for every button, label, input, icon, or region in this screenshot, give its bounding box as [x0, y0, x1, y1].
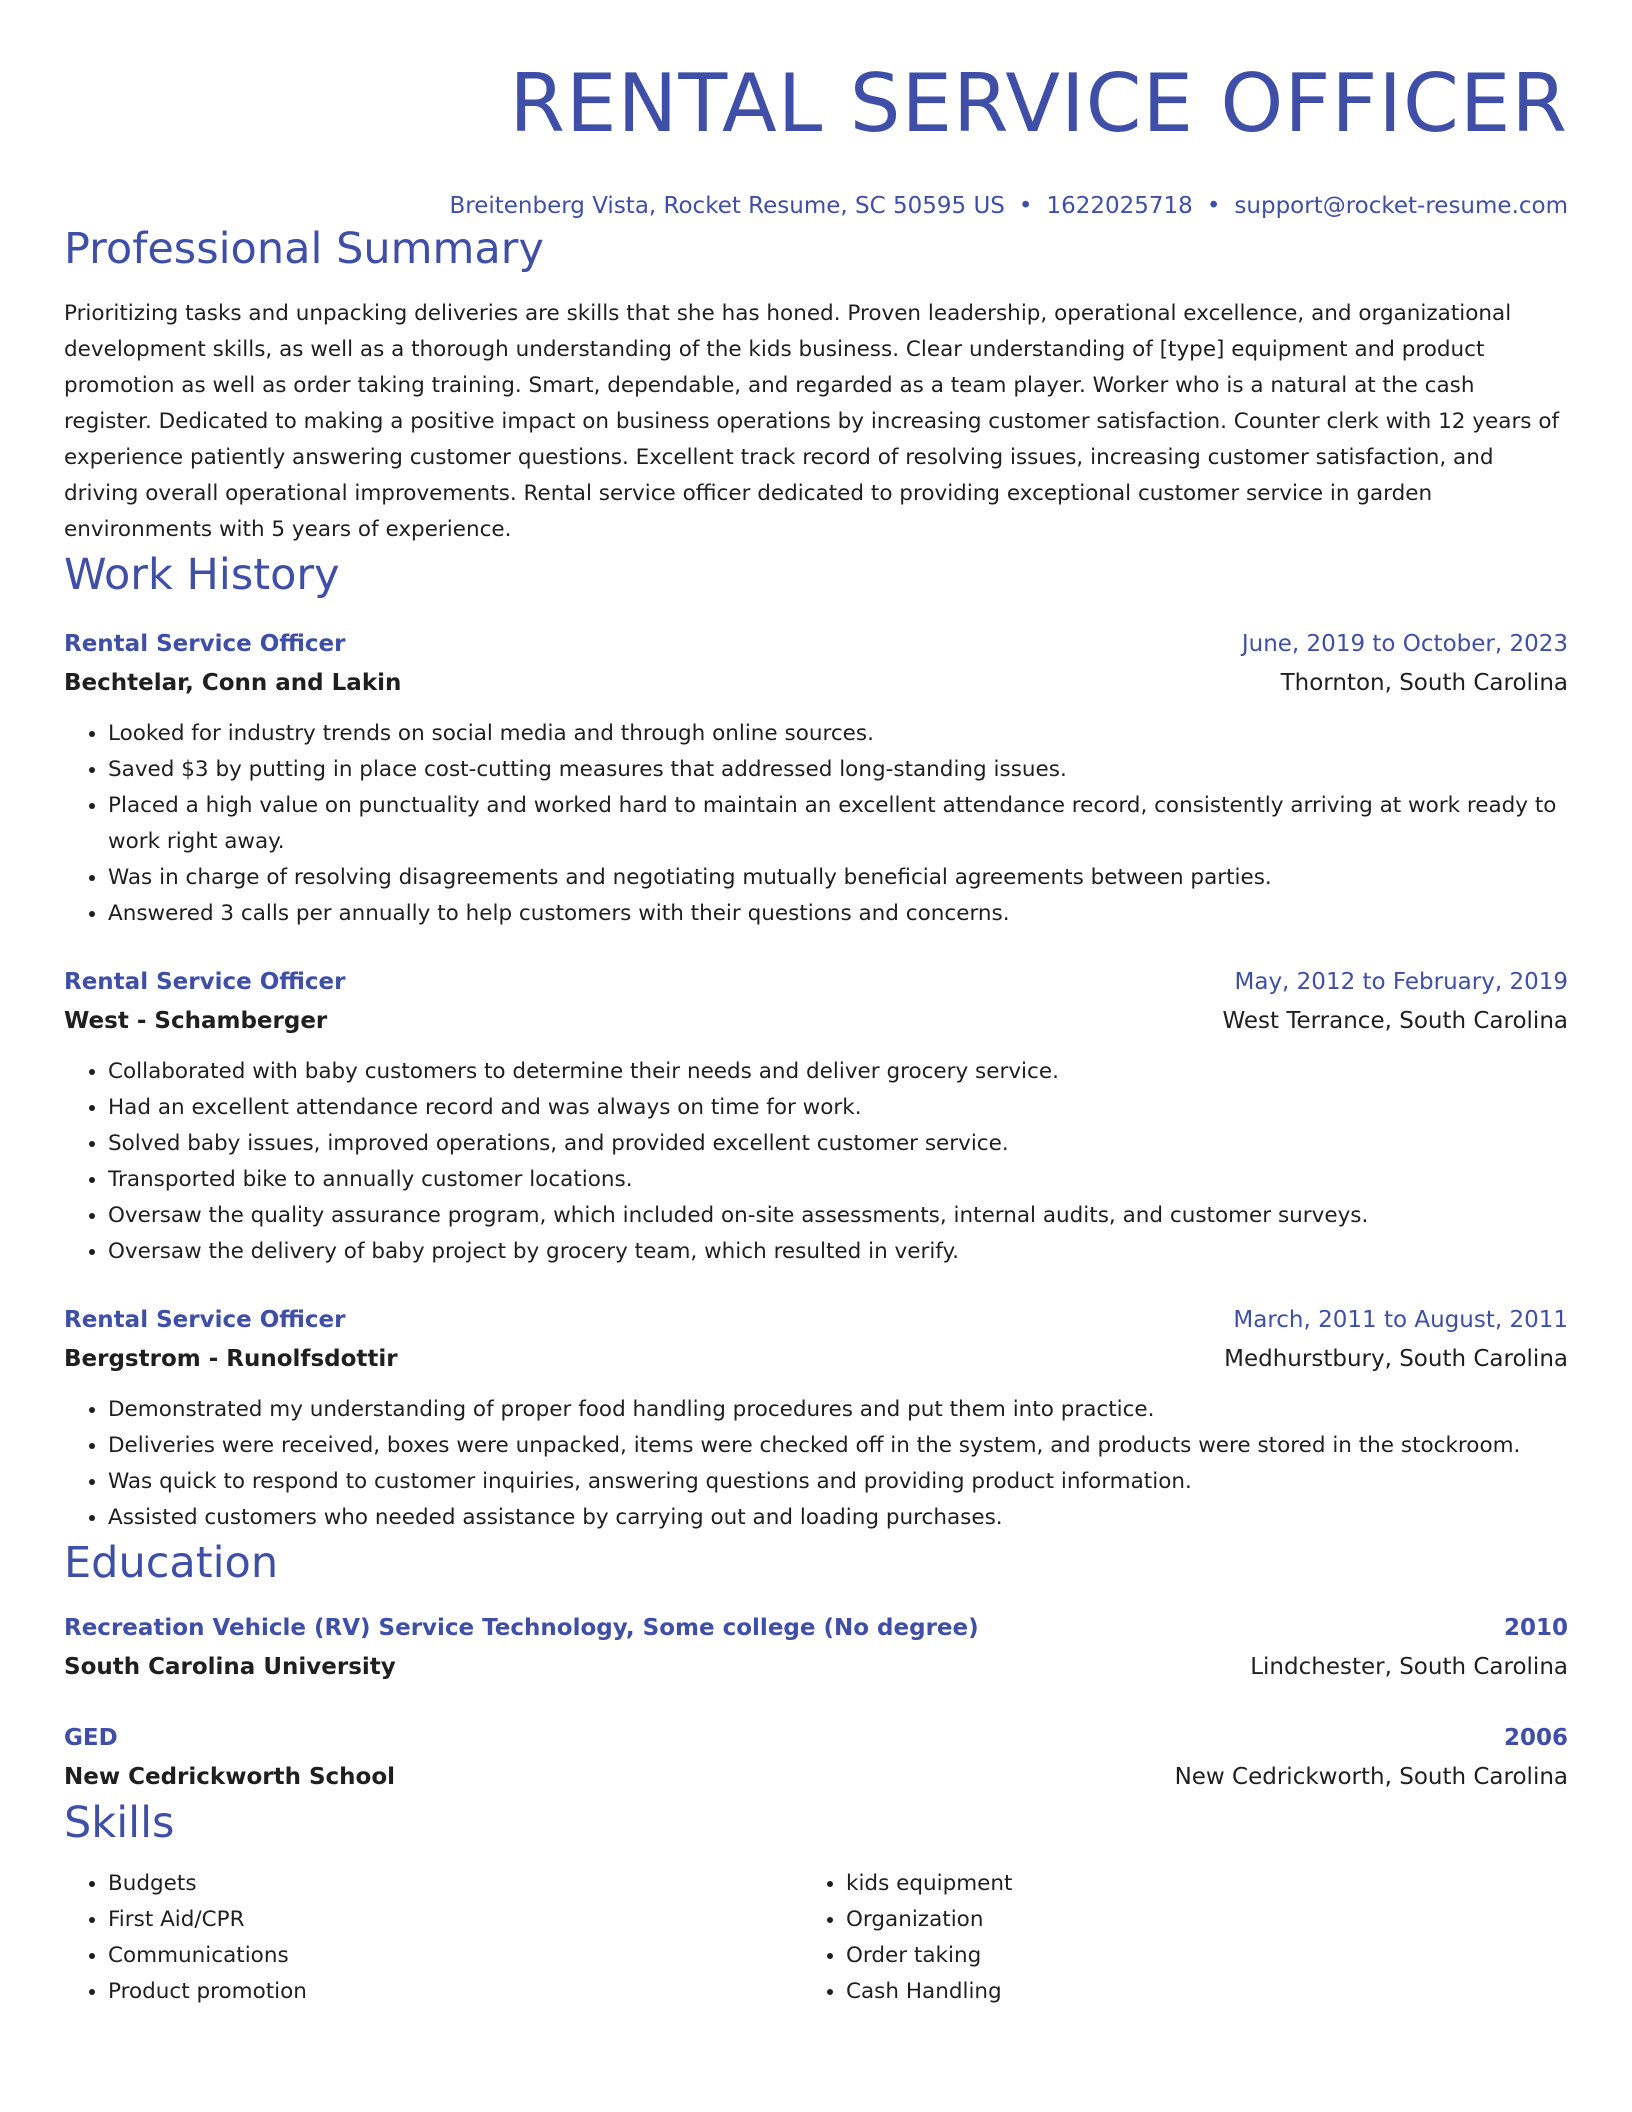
summary-heading: Professional Summary	[64, 224, 544, 274]
contact-address: Breitenberg Vista, Rocket Resume, SC 50595 US	[449, 193, 1005, 219]
job-employer: West - Schamberger	[64, 1008, 328, 1034]
education-school-row	[64, 1648, 1568, 1686]
job-title-row	[64, 1300, 1568, 1340]
job-title-row	[64, 962, 1568, 1002]
skill-item: • kids equipment	[846, 1866, 1540, 1902]
skills-heading: Skills	[64, 1798, 175, 1848]
skill-item: • Communications	[108, 1938, 802, 1974]
job-dates: June, 2019 to October, 2023	[1241, 631, 1568, 657]
job-entry	[64, 1300, 1568, 1536]
job-bullet: • Oversaw the delivery of baby project by grocery team, which resulted in verify.	[108, 1234, 1568, 1270]
skill-item: • Order taking	[846, 1938, 1540, 1974]
education-year: 2006	[1503, 1725, 1568, 1751]
job-title: Rental Service Officer	[64, 631, 346, 657]
job-bullet: • Demonstrated my understanding of proper food handling procedures and put them into practice.	[108, 1392, 1568, 1428]
contact-separator: •	[1018, 193, 1033, 219]
job-bullet: • Had an excellent attendance record and was always on time for work.	[108, 1090, 1568, 1126]
education-heading: Education	[64, 1538, 279, 1588]
job-dates: May, 2012 to February, 2019	[1234, 969, 1568, 995]
job-title: Rental Service Officer	[64, 1307, 346, 1333]
education-year: 2010	[1503, 1615, 1568, 1641]
job-entry	[64, 624, 1568, 932]
job-entry	[64, 962, 1568, 1270]
skill-item: • Organization	[846, 1902, 1540, 1938]
skills-list	[64, 1866, 1568, 2010]
education-degree: Recreation Vehicle (RV) Service Technology, Some college (No degree)	[64, 1615, 979, 1641]
contact-line	[64, 190, 1568, 222]
job-employer-row	[64, 1340, 1568, 1378]
education-school: New Cedrickworth School	[64, 1764, 396, 1790]
job-title-row	[64, 624, 1568, 664]
job-bullet: • Answered 3 calls per annually to help customers with their questions and concerns.	[108, 896, 1568, 932]
education-school: South Carolina University	[64, 1654, 396, 1680]
job-employer-row	[64, 664, 1568, 702]
summary-text: Prioritizing tasks and unpacking deliveries are skills that she has honed. Proven leadership, operational excellence, and organizational development skills, as well as a thorough understanding of the kids business. Clear understanding of [type] equipment and product promotion as well as order taking training. Smart, dependable, and regarded as a team player. Worker who is a natural at the cash register. Dedicated to making a positive impact on business operations by increasing customer satisfaction. Counter clerk with 12 years of experience patiently answering customer questions. Excellent track record of resolving issues, increasing customer satisfaction, and driving overall operational improvements. Rental service officer dedicated to providing exceptional customer service in garden environments with 5 years of experience.	[64, 301, 1560, 542]
job-bullets	[64, 1054, 1568, 1270]
job-bullet: • Looked for industry trends on social media and through online sources.	[108, 716, 1568, 752]
job-bullet: • Was quick to respond to customer inquiries, answering questions and providing product information.	[108, 1464, 1568, 1500]
education-location: Lindchester, South Carolina	[1250, 1654, 1568, 1680]
job-bullet: • Oversaw the quality assurance program, which included on-site assessments, internal audits, and customer surveys.	[108, 1198, 1568, 1234]
candidate-name: RENTAL SERVICE OFFICER	[509, 57, 1568, 150]
job-bullet: • Transported bike to annually customer locations.	[108, 1162, 1568, 1198]
job-employer-row	[64, 1002, 1568, 1040]
job-dates: March, 2011 to August, 2011	[1233, 1307, 1568, 1333]
job-location: Thornton, South Carolina	[1280, 670, 1568, 696]
education-degree-row	[64, 1608, 1568, 1648]
job-bullet: • Placed a high value on punctuality and worked hard to maintain an excellent attendance record, consistently arriving at work ready to work right away.	[108, 788, 1568, 860]
education-degree: GED	[64, 1725, 118, 1751]
job-bullets	[64, 716, 1568, 932]
job-location: Medhurstbury, South Carolina	[1224, 1346, 1568, 1372]
education-entry	[64, 1718, 1568, 1796]
job-bullet: • Assisted customers who needed assistance by carrying out and loading purchases.	[108, 1500, 1568, 1536]
contact-email: support@rocket-resume.com	[1234, 193, 1568, 219]
education-degree-row	[64, 1718, 1568, 1758]
skills-column-left	[64, 1866, 802, 2010]
contact-phone: 1622025718	[1046, 193, 1193, 219]
skill-item: • Budgets	[108, 1866, 802, 1902]
job-title: Rental Service Officer	[64, 969, 346, 995]
work-history-heading: Work History	[64, 550, 340, 600]
job-location: West Terrance, South Carolina	[1222, 1008, 1568, 1034]
skill-item: • First Aid/CPR	[108, 1902, 802, 1938]
job-employer: Bechtelar, Conn and Lakin	[64, 670, 402, 696]
job-employer: Bergstrom - Runolfsdottir	[64, 1346, 398, 1372]
job-bullet: • Saved $3 by putting in place cost-cutting measures that addressed long-standing issues.	[108, 752, 1568, 788]
contact-separator: •	[1206, 193, 1221, 219]
job-bullets	[64, 1392, 1568, 1536]
job-bullet: • Solved baby issues, improved operations, and provided excellent customer service.	[108, 1126, 1568, 1162]
skills-column-right	[802, 1866, 1540, 2010]
skill-item: • Cash Handling	[846, 1974, 1540, 2010]
job-bullet: • Was in charge of resolving disagreements and negotiating mutually beneficial agreements between parties.	[108, 860, 1568, 896]
job-bullet: • Collaborated with baby customers to determine their needs and deliver grocery service.	[108, 1054, 1568, 1090]
skill-item: • Product promotion	[108, 1974, 802, 2010]
education-school-row	[64, 1758, 1568, 1796]
education-location: New Cedrickworth, South Carolina	[1174, 1764, 1568, 1790]
education-entry	[64, 1608, 1568, 1686]
job-bullet: • Deliveries were received, boxes were unpacked, items were checked off in the system, and products were stored in the stockroom.	[108, 1428, 1568, 1464]
